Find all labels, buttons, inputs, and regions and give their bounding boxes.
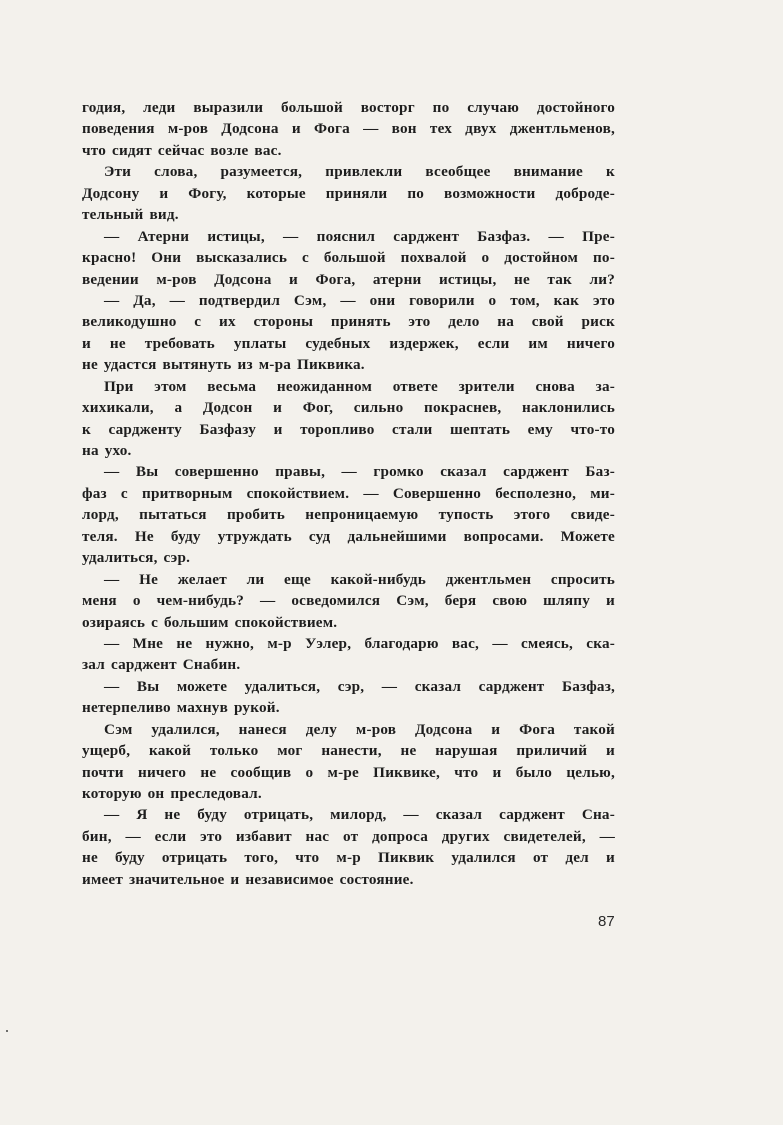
text-line: ущерб, какой только мог нанести, не нарушая приличий и bbox=[82, 742, 615, 760]
text-line: лорд, пытаться пробить непроницаемую тупость этого свиде- bbox=[82, 506, 615, 524]
text-line: имеет значительное и независимое состояние. bbox=[82, 870, 414, 888]
text-line: ведении м-ров Додсона и Фога, атерни истицы, не так ли? bbox=[82, 270, 615, 288]
page-body-text bbox=[82, 97, 615, 890]
text-line: к сардженту Базфазу и торопливо стали шептать ему что-то bbox=[82, 420, 615, 438]
text-line: не удастся вытянуть из м-ра Пиквика. bbox=[82, 356, 365, 374]
text-line: поведения м-ров Додсона и Фога — вон тех двух джентльменов, bbox=[82, 120, 615, 138]
text-line: годия, леди выразили большой восторг по случаю достойного bbox=[82, 99, 615, 116]
scan-speck bbox=[6, 1030, 8, 1032]
text-line: на ухо. bbox=[82, 442, 132, 459]
text-line: — Я не буду отрицать, милорд, — сказал сарджент Сна- bbox=[104, 806, 615, 824]
text-line: красно! Они высказались с большой похвалой о достойном по- bbox=[82, 249, 615, 267]
text-line: и не требовать уплаты судебных издержек, если им ничего bbox=[82, 334, 615, 352]
text-line: — Вы совершенно правы, — громко сказал сарджент Баз- bbox=[104, 463, 615, 481]
text-line: Додсону и Фогу, которые приняли по возможности доброде- bbox=[82, 184, 615, 202]
text-line: Сэм удалился, нанеся делу м-ров Додсона и Фога такой bbox=[104, 720, 615, 738]
text-line: — Вы можете удалиться, сэр, — сказал сарджент Базфаз, bbox=[104, 677, 615, 695]
text-line: теля. Не буду утруждать суд дальнейшими вопросами. Можете bbox=[82, 527, 615, 545]
text-line: При этом весьма неожиданном ответе зрители снова за- bbox=[104, 377, 615, 395]
text-line: Эти слова, разумеется, привлекли всеобщее внимание к bbox=[104, 163, 615, 181]
text-line: хихикали, а Додсон и Фог, сильно покраснев, наклонились bbox=[82, 399, 615, 417]
text-line: — Да, — подтвердил Сэм, — они говорили о том, как это bbox=[104, 291, 615, 309]
text-line: почти ничего не сообщив о м-ре Пиквике, что и было целью, bbox=[82, 763, 615, 781]
text-line: озираясь с большим спокойствием. bbox=[82, 613, 338, 631]
text-line: — Атерни истицы, — пояснил сарджент Базфаз. — Пре- bbox=[104, 227, 615, 245]
text-line: — Мне не нужно, м-р Уэлер, благодарю вас, — смеясь, ска- bbox=[104, 634, 615, 652]
text-line: тельный вид. bbox=[82, 206, 179, 224]
text-line: которую он преследовал. bbox=[82, 785, 262, 802]
text-line: — Не желает ли еще какой-нибудь джентльмен спросить bbox=[104, 570, 615, 588]
text-line: нетерпеливо махнув рукой. bbox=[82, 699, 280, 717]
text-line: меня о чем-нибудь? — осведомился Сэм, беря свою шляпу и bbox=[82, 592, 615, 610]
text-line: фаз с притворным спокойствием. — Совершенно бесполезно, ми- bbox=[82, 484, 615, 502]
text-line: бин, — если это избавит нас от допроса других свидетелей, — bbox=[82, 827, 615, 845]
text-line: что сидят сейчас возле вас. bbox=[82, 141, 282, 159]
page-number: 87 bbox=[598, 913, 615, 930]
text-line: великодушно с их стороны принять это дело на свой риск bbox=[82, 313, 615, 331]
text-line: зал сарджент Снабин. bbox=[82, 656, 241, 674]
text-line: не буду отрицать того, что м-р Пиквик удалился от дел и bbox=[82, 849, 615, 867]
text-line: удалиться, сэр. bbox=[82, 549, 191, 567]
